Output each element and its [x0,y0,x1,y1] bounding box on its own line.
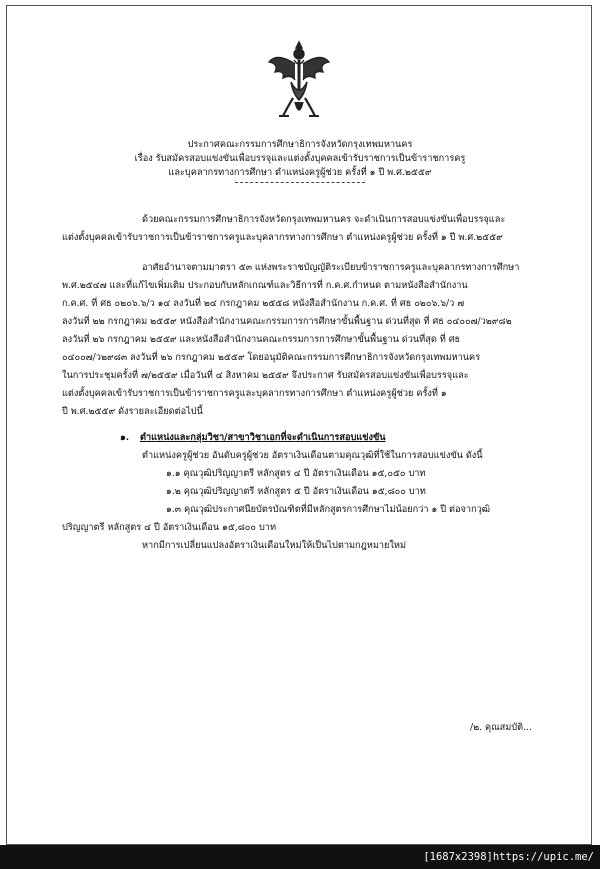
subject-line-2: และบุคลากรทางการศึกษา ตำแหน่งครูผู้ช่วย ครั้งที่ ๑ ปี พ.ศ.๒๕๕๙ [168,167,432,178]
paragraph2-line: ๐๔๐๐๗/ว๒๙๘๓ ลงวันที่ ๒๖ กรกฎาคม ๒๕๕๙ โดยอนุมัติคณะกรรมการศึกษาธิการจังหวัดกรุงเทพมหานคร [62,352,481,363]
paragraph1-line: แต่งตั้งบุคคลเข้ารับราชการเป็นข้าราชการครูและบุคลากรทางการศึกษา ตำแหน่งครูผู้ช่วย ครั้งที่ ๑ ปี พ.ศ.๒๕๕๙ [62,232,503,243]
section1-heading: ตำแหน่งและกลุ่มวิชา/สาขาวิชาเอกที่จะดำเนินการสอบแข่งขัน [140,432,386,443]
paragraph2-line: ในการประชุมครั้งที่ ๗/๒๕๕๙ เมื่อวันที่ ๔ สิงหาคม ๒๕๕๙ จึงประกาศ รับสมัครสอบแข่งขันเพื่อบรรจุและ [62,370,469,381]
salary-item: ๑.๑ คุณวุฒิปริญญาตรี หลักสูตร ๔ ปี อัตราเงินเดือน ๑๕,๐๕๐ บาท [166,468,426,479]
paragraph2-line: ปี พ.ศ.๒๕๕๙ ดังรายละเอียดต่อไปนี้ [62,406,203,417]
salary-item-continued: ปริญญาตรี หลักสูตร ๔ ปี อัตราเงินเดือน ๑๕,๘๐๐ บาท [62,522,276,533]
salary-note: หากมีการเปลี่ยนแปลงอัตราเงินเดือนใหม่ให้เป็นไปตามกฎหมายใหม่ [142,540,407,551]
document-page [6,5,592,845]
paragraph2-line: อาศัยอำนาจตามมาตรา ๕๓ แห่งพระราชบัญญัติระเบียบข้าราชการครูและบุคลากรทางการศึกษา [142,262,520,273]
paragraph2-line: ลงวันที่ ๒๖ กรกฎาคม ๒๕๕๙ และหนังสือสำนักงานคณะกรรมการการศึกษาขั้นพื้นฐาน ด่วนที่สุด ที่ ศธ [62,334,461,345]
announcement-title: ประกาศคณะกรรมการศึกษาธิการจังหวัดกรุงเทพมหานคร [187,139,413,150]
image-host-footer: [1687x2398]https://upic.me/ [0,845,600,869]
paragraph2-line: ลงวันที่ ๒๒ กรกฎาคม ๒๕๕๙ หนังสือสำนักงานคณะกรรมการการศึกษาขั้นพื้นฐาน ด่วนที่สุด ที่ ศธ ๐๔๐๐๗/ว๒๙๘๒ [62,316,512,327]
garuda-emblem-icon [265,38,333,122]
salary-item: ๑.๒ คุณวุฒิปริญญาตรี หลักสูตร ๕ ปี อัตราเงินเดือน ๑๕,๘๐๐ บาท [166,486,426,497]
salary-item: ๑.๓ คุณวุฒิประกาศนียบัตรบัณฑิตที่มีหลักสูตรการศึกษาไม่น้อยกว่า ๑ ปี ต่อจากวุฒิ [166,504,491,515]
paragraph1-line: ด้วยคณะกรรมการศึกษาธิการจังหวัดกรุงเทพมหานคร จะดำเนินการสอบแข่งขันเพื่อบรรจุและ [142,214,506,225]
separator-line [235,182,365,183]
paragraph2-line: พ.ศ.๒๕๔๗ และที่แก้ไขเพิ่มเติม ประกอบกับหลักเกณฑ์และวิธีการที่ ก.ค.ศ.กำหนด ตามหนังสือสำนักงาน [62,280,468,291]
continuation-mark: /๒. คุณสมบัติ... [470,722,532,733]
section1-intro: ตำแหน่งครูผู้ช่วย อันดับครูผู้ช่วย อัตราเงินเดือนตามคุณวุฒิที่ใช้ในการสอบแข่งขัน ดังนี้ [142,450,483,461]
section1-number: ๑. [120,432,130,443]
subject-line-1: เรื่อง รับสมัครสอบแข่งขันเพื่อบรรจุและแต่งตั้งบุคคลเข้ารับราชการเป็นข้าราชการครู [134,153,466,164]
paragraph2-line: แต่งตั้งบุคคลเข้ารับราชการเป็นข้าราชการครูและบุคลากรทางการศึกษา ตำแหน่งครูผู้ช่วย ครั้งที่ ๑ [62,388,447,399]
paragraph2-line: ก.ค.ศ. ที่ ศธ ๐๒๐๖.๖/ว ๑๔ ลงวันที่ ๒๔ กรกฎาคม ๒๕๕๘ หนังสือสำนักงาน ก.ค.ศ. ที่ ศธ ๐๒๐๖.๖/ว ๗ [62,298,465,309]
